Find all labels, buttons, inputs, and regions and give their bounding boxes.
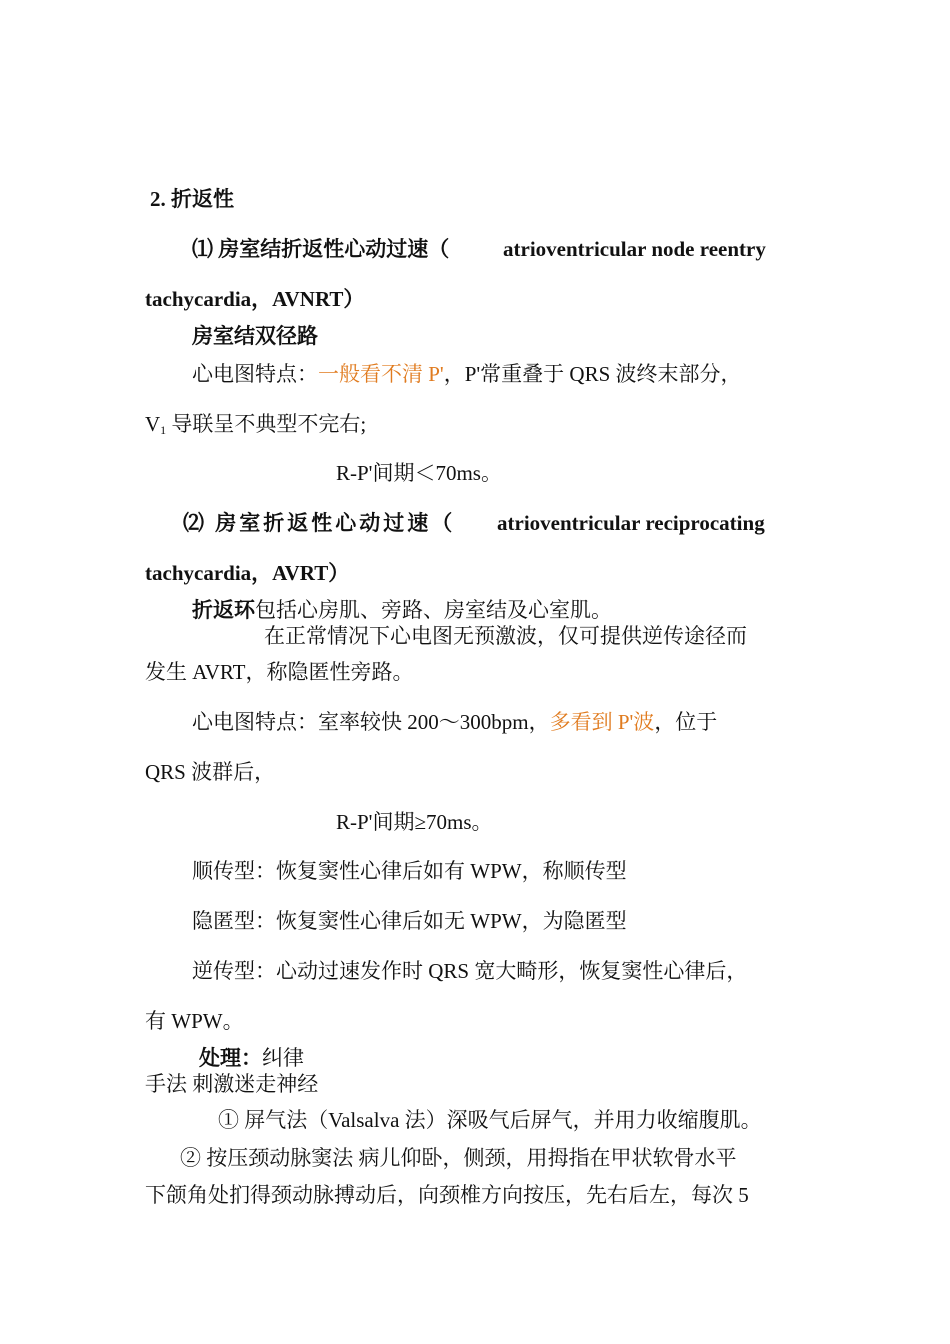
avrt-ecg-line2: QRS 波群后， (145, 760, 276, 784)
avrt-ecg-rest: ，位于 (654, 710, 718, 734)
lead-sub: 1 (160, 423, 167, 437)
avnrt-rp: R-P'间期＜70ms。 (336, 461, 502, 485)
avnrt-ecg-rest: ，P'常重叠于 QRS 波终末部分， (443, 362, 742, 386)
dual-path-label: 房室结双径路 (192, 324, 318, 348)
avrt-normal-line1: 在正常情况下心电图无预激波，仅可提供逆传途径而 (264, 624, 747, 648)
treatment-step2-line1: ② 按压颈动脉窦法 病儿仰卧，侧颈，用拇指在甲状软骨水平 (180, 1146, 737, 1170)
lead-v: V (145, 412, 161, 436)
avrt-heading-line2: tachycardia，AVRT） (145, 561, 350, 585)
treatment-value: 纠律 (262, 1046, 304, 1070)
avrt-circuit-line (192, 596, 612, 624)
treatment-label: 处理： (199, 1046, 262, 1070)
lead-rest: 导联呈不典型不完右; (166, 412, 367, 436)
orthodromic-type: 顺传型：恢复窦性心律后如有 WPW，称顺传型 (192, 859, 627, 883)
avrt-rp: R-P'间期≥70ms。 (336, 810, 493, 834)
avnrt-lead-line (145, 410, 366, 438)
avrt-heading-right: atrioventricular reciprocating (497, 511, 765, 535)
avnrt-heading-right: atrioventricular node reentry (503, 237, 766, 261)
avrt-ecg-highlight: 多看到 P'波 (549, 710, 655, 734)
treatment-method: 手法 刺激迷走神经 (145, 1072, 319, 1096)
concealed-type: 隐匿型：恢复窦性心律后如无 WPW，为隐匿型 (192, 909, 627, 933)
antidromic-type-line1: 逆传型：心动过速发作时 QRS 宽大畸形，恢复窦性心律后， (192, 959, 748, 983)
antidromic-type-line2: 有 WPW。 (145, 1009, 244, 1033)
avnrt-ecg-line (192, 360, 742, 388)
avnrt-ecg-label: 心电图特点： (192, 362, 318, 386)
treatment-line (199, 1044, 304, 1072)
avrt-heading-left: ⑵ 房室折返性心动过速（ (183, 511, 456, 535)
treatment-step2-line2: 下颌角处扪得颈动脉搏动后，向颈椎方向按压，先右后左，每次 5 (145, 1183, 749, 1207)
avrt-ecg-label: 心电图特点：室率较快 200～300bpm， (192, 710, 550, 734)
avnrt-heading-line2: tachycardia，AVNRT） (145, 287, 365, 311)
avrt-normal-line2: 发生 AVRT，称隐匿性旁路。 (145, 660, 414, 684)
circuit-rest: 包括心房肌、旁路、房室结及心室肌。 (255, 598, 612, 622)
treatment-step1: ① 屏气法（Valsalva 法）深吸气后屏气，并用力收缩腹肌。 (218, 1108, 762, 1132)
avrt-ecg-line (192, 708, 717, 736)
section-title: 2. 折返性 (150, 187, 234, 211)
avnrt-ecg-highlight: 一般看不清 P' (318, 362, 444, 386)
circuit-label: 折返环 (192, 598, 255, 622)
avnrt-heading-left: ⑴ 房室结折返性心动过速（ (192, 237, 450, 261)
